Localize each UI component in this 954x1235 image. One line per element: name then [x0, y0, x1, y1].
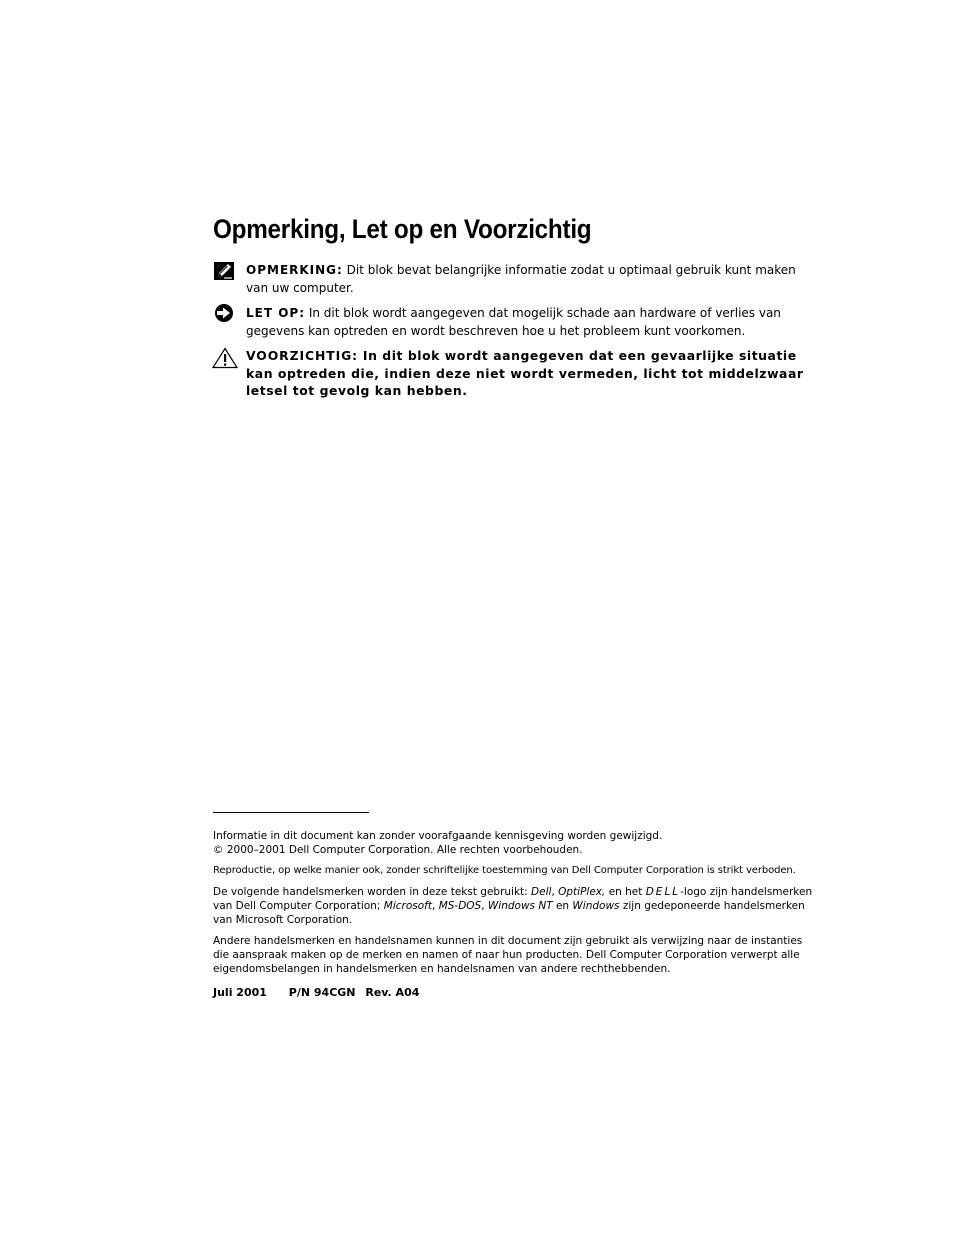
dell-logo-text: DELL [645, 886, 681, 898]
trademarks-text-5: zijn gedeponeerde handelsmerken van Microsoft Corporation. [213, 900, 805, 926]
caution-text [246, 347, 812, 400]
note-body: Dit blok bevat belangrijke informatie zodat u optimaal gebruik kunt maken van uw computer. [246, 263, 796, 295]
warning-triangle-icon [212, 347, 238, 369]
part-number: P/N 94CGN [288, 986, 356, 999]
trademark-windows: Windows [572, 900, 620, 912]
trademarks-text-3: -logo zijn handelsmerken van Dell Computer Corporation; [213, 886, 813, 912]
notice-block [212, 304, 814, 340]
note-label: OPMERKING: [246, 263, 343, 277]
trademarks-text-1: De volgende handelsmerken worden in deze tekst gebruikt: [213, 886, 532, 898]
info-line: Informatie in dit document kan zonder voorafgaande kennisgeving worden gewijzigd. [213, 830, 663, 842]
notice-text [246, 304, 812, 340]
caution-label: VOORZICHTIG: [246, 348, 359, 363]
reproduction-paragraph: Reproductie, op welke manier ook, zonder schriftelijke toestemming van Dell Computer Corporation is strikt verboden. [213, 865, 796, 876]
note-block [212, 261, 814, 297]
other-trademarks-paragraph: Andere handelsmerken en handelsnamen kunnen in dit document zijn gebruikt als verwijzing naar de instanties die aanspraak maken op de merken en namen of naar hun producten. Dell Computer Corporation verwerpt alle eigendomsbelangen in handelsmerken en handelsnamen van andere rechthebbenden. [213, 935, 803, 975]
trademark-optiplex: OptiPlex, [558, 886, 606, 898]
trademark-msdos: MS-DOS [438, 900, 482, 912]
trademarks-sep-3: , [481, 900, 488, 912]
trademarks-text-2: en het [605, 886, 646, 898]
caution-body: In dit blok wordt aangegeven dat een gevaarlijke situatie kan optreden die, indien deze niet wordt vermeden, licht tot middelzwaar letsel tot gevolg kan hebben. [246, 348, 804, 398]
caution-block [212, 347, 814, 400]
trademarks-text-4: en [552, 900, 573, 912]
copyright-line: © 2000–2001 Dell Computer Corporation. Alle rechten voorbehouden. [213, 844, 583, 856]
legal-footer [213, 812, 817, 1000]
notice-label: LET OP: [246, 306, 306, 320]
arrow-circle-icon [212, 304, 238, 326]
part-number-line [213, 986, 817, 1000]
publication-date: Juli 2001 [213, 986, 267, 999]
note-text [246, 261, 812, 297]
footer-divider [213, 812, 369, 813]
trademarks-paragraph [213, 885, 817, 927]
page-title: Opmerking, Let op en Voorzichtig [213, 214, 592, 244]
info-paragraph [213, 829, 817, 857]
notice-body: In dit blok wordt aangegeven dat mogelijk schade aan hardware of verlies van gegevens kan optreden en wordt beschreven hoe u het probleem kunt voorkomen. [246, 306, 781, 338]
note-pencil-icon [212, 261, 238, 283]
trademarks-sep-2: , [432, 900, 439, 912]
trademark-microsoft: Microsoft [383, 900, 432, 912]
trademarks-sep-1: , [551, 886, 559, 898]
trademark-windows-nt: Windows NT [487, 900, 553, 912]
revision: Rev. A04 [365, 986, 420, 999]
trademark-dell: Dell [531, 886, 552, 898]
